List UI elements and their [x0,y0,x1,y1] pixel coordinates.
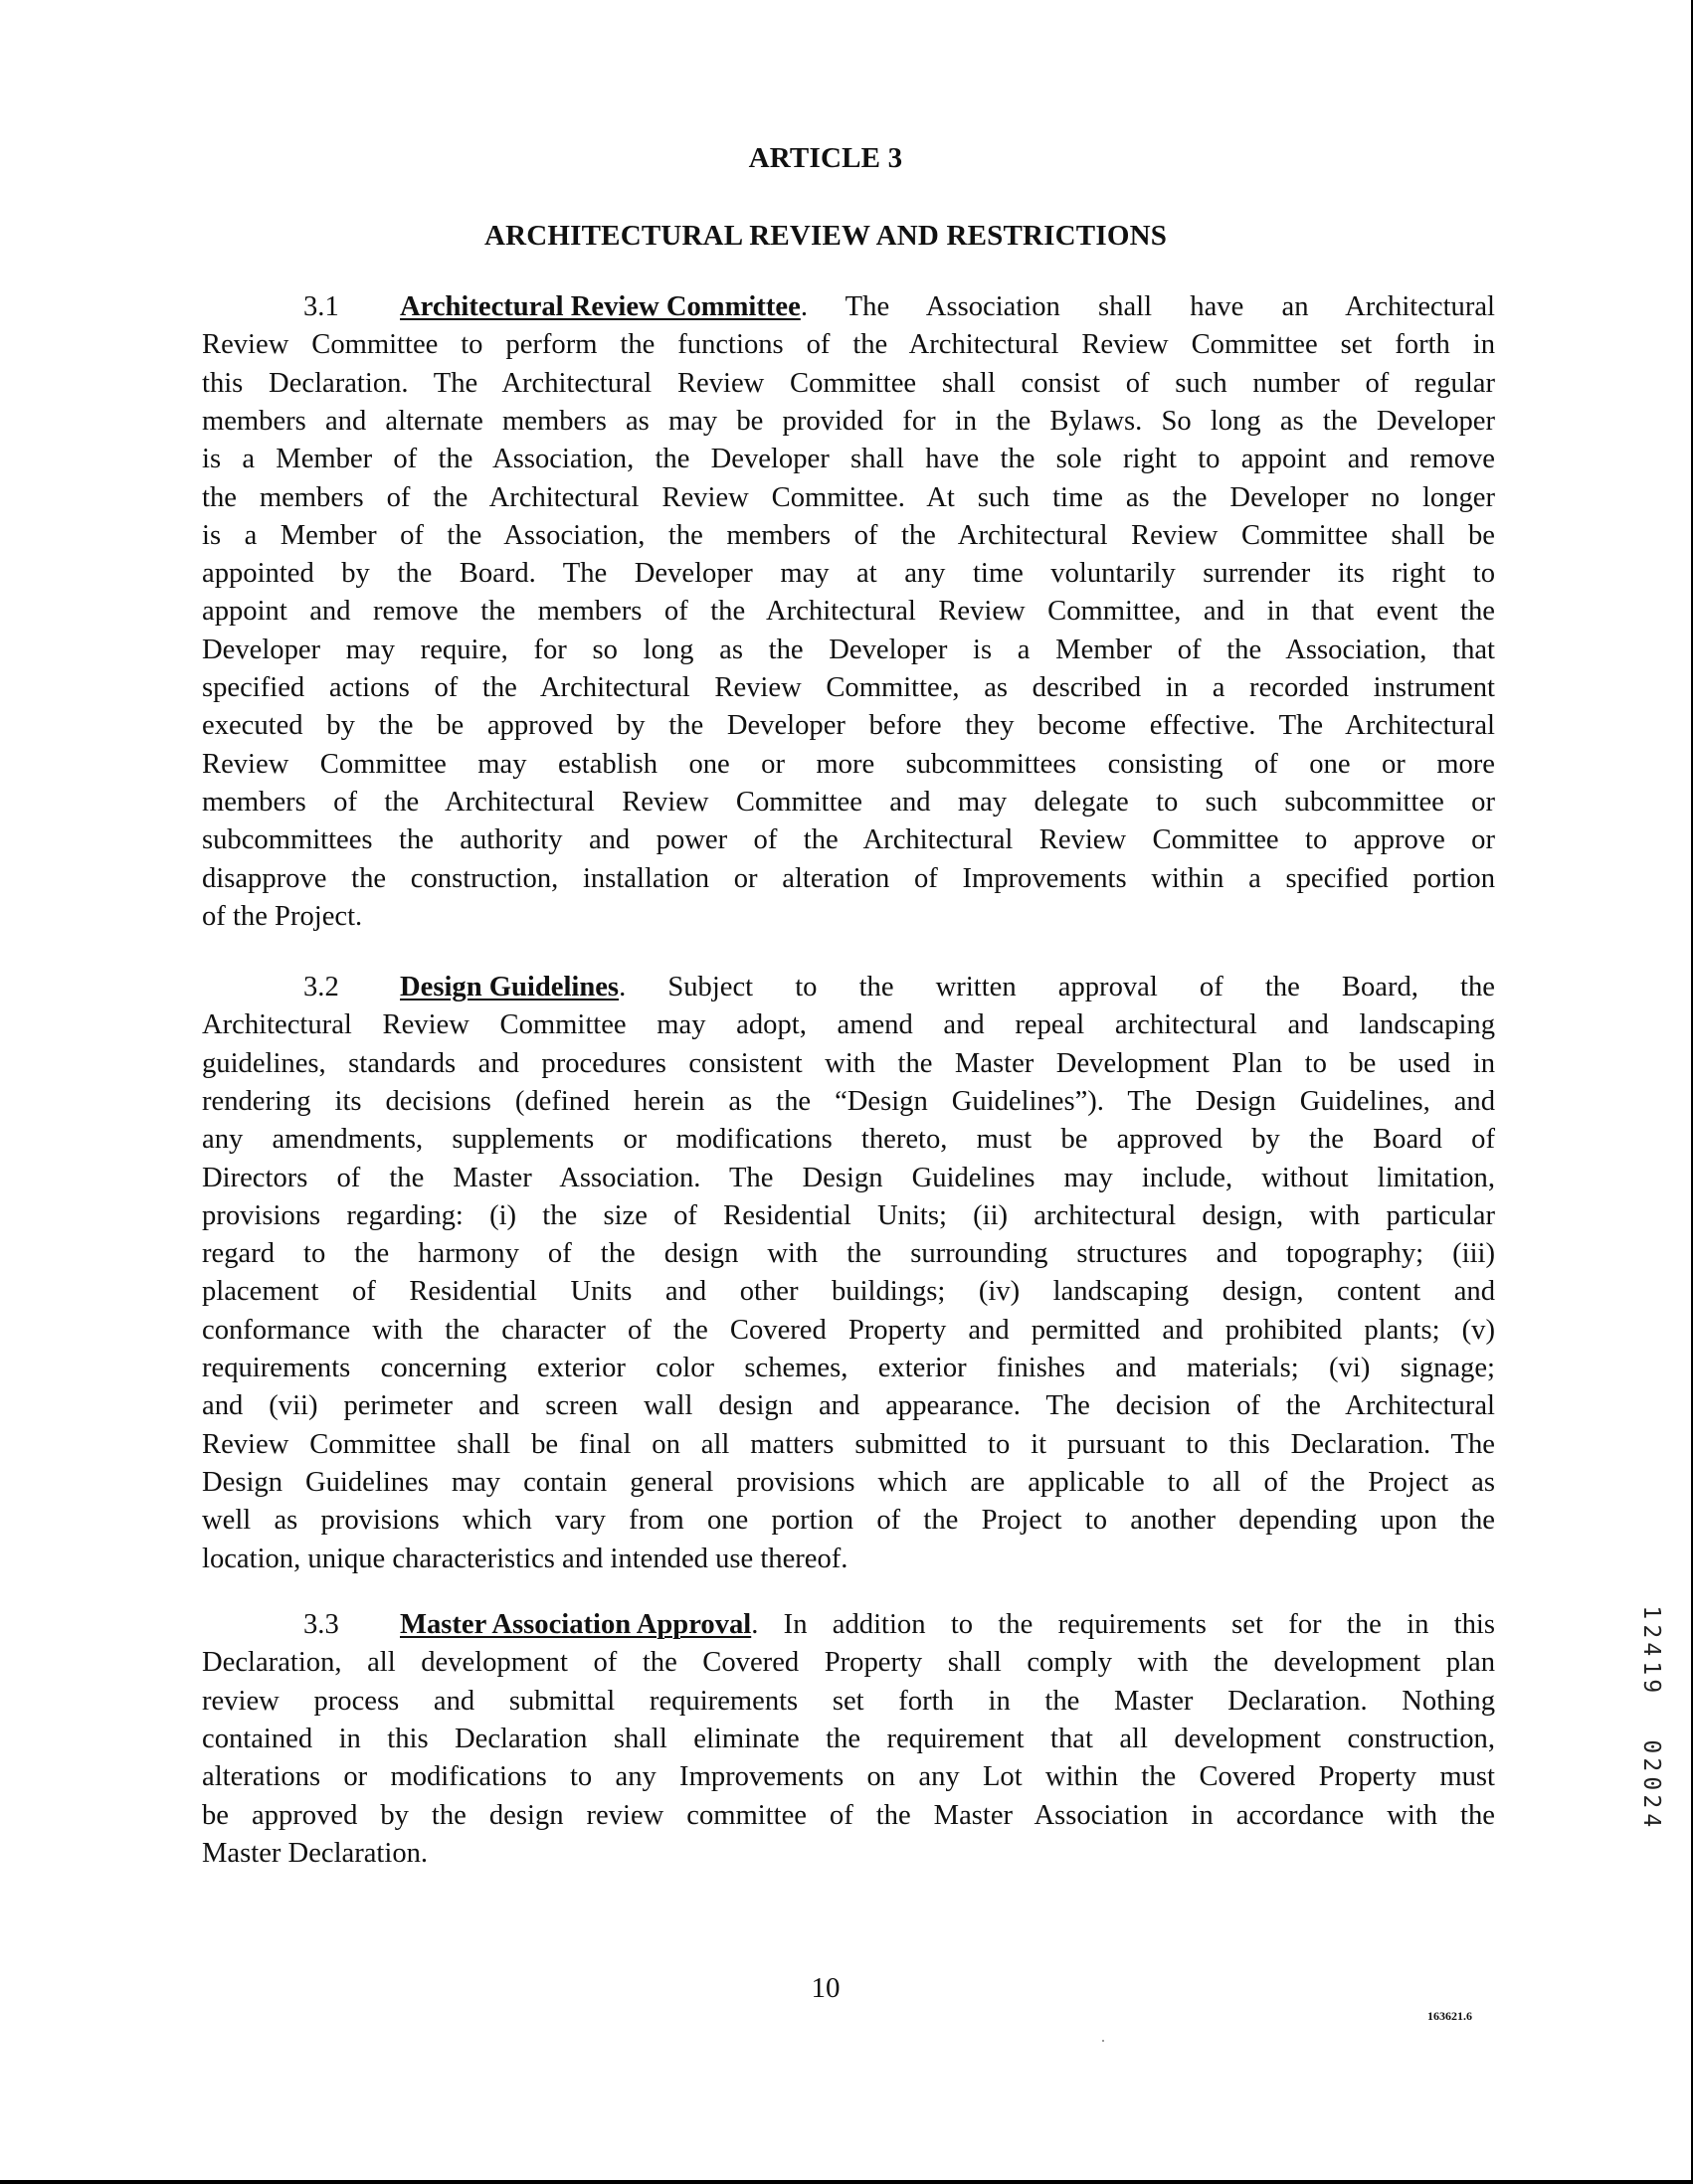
paragraph-line: Declaration, all development of the Covered Property shall comply with the development plan [202,1647,1495,1679]
paragraph-line: provisions regarding: (i) the size of Residential Units; (ii) architectural design, with particular [202,1199,1495,1231]
section-first-line [303,1608,1495,1642]
paragraph-line: members of the Architectural Review Committee and may delegate to such subcommittee or [202,786,1495,818]
paragraph-line: Master Declaration. [202,1837,429,1869]
stamp-digit: 1 [1638,1605,1665,1620]
section-first-line-text: . In addition to the requirements set for the in this [751,1609,1495,1640]
paragraph-line: placement of Residential Units and other buildings; (iv) landscaping design, content and [202,1276,1495,1308]
paragraph-line: Review Committee may establish one or more subcommittees consisting of one or more [202,748,1495,780]
stamp-digit: 4 [1638,1812,1665,1827]
article-title: ARCHITECTURAL REVIEW AND RESTRICTIONS [483,220,1168,252]
paragraph-line: rendering its decisions (defined herein as the “Design Guidelines”). The Design Guidelines, and [202,1085,1495,1117]
stamp-digit: 1 [1638,1660,1665,1675]
paragraph-line: Design Guidelines may contain general provisions which are applicable to all of the Project as [202,1466,1495,1498]
paragraph-line: regard to the harmony of the design with the surrounding structures and topography; (iii) [202,1238,1495,1270]
section-first-line [303,971,1495,1004]
paragraph-line: this Declaration. The Architectural Review Committee shall consist of such number of regular [202,367,1495,399]
section-number: 3.3 [303,1609,339,1640]
document-id: 163621.6 [1427,2009,1472,2023]
section-first-line [303,290,1495,324]
article-number: ARTICLE 3 [748,142,903,174]
stamp-digit: 9 [1638,1679,1665,1694]
paragraph-line: alterations or modifications to any Improvements on any Lot within the Covered Property must [202,1761,1495,1793]
paragraph-line: Directors of the Master Association. The Design Guidelines may include, without limitation, [202,1162,1495,1193]
stamp-digit: 4 [1638,1642,1665,1657]
paragraph-line: Architectural Review Committee may adopt, amend and repeal architectural and landscaping [202,1009,1495,1041]
paragraph-line: be approved by the design review committee of the Master Association in accordance with the [202,1799,1495,1831]
page-number: 10 [811,1972,841,2004]
paragraph-line: location, unique characteristics and intended use thereof. [202,1543,848,1574]
paragraph-line: members and alternate members as may be provided for in the Bylaws. So long as the Developer [202,405,1495,437]
stamp-digit: 2 [1638,1794,1665,1809]
paragraph-line: contained in this Declaration shall eliminate the requirement that all development construction, [202,1723,1495,1754]
paragraph-line: guidelines, standards and procedures consistent with the Master Development Plan to be used in [202,1047,1495,1079]
paragraph-line: Developer may require, for so long as the Developer is a Member of the Association, that [202,634,1495,665]
paragraph-line: requirements concerning exterior color schemes, exterior finishes and materials; (vi) signage; [202,1353,1495,1383]
paragraph-line: is a Member of the Association, the Developer shall have the sole right to appoint and remove [202,444,1495,475]
paragraph-line: appoint and remove the members of the Architectural Review Committee, and in that event the [202,596,1495,628]
paragraph-line: well as provisions which vary from one portion of the Project to another depending upon the [202,1505,1495,1537]
paragraph-line: subcommittees the authority and power of the Architectural Review Committee to approve or [202,824,1495,856]
paragraph-line: is a Member of the Association, the members of the Architectural Review Committee shall be [202,519,1495,551]
section-number: 3.2 [303,972,339,1002]
paragraph-line: any amendments, supplements or modifications thereto, must be approved by the Board of [202,1124,1495,1156]
stamp-digit: 0 [1638,1775,1665,1790]
paragraph-line: conformance with the character of the Covered Property and permitted and prohibited plants; (v) [202,1314,1495,1346]
paragraph-line: Review Committee to perform the functions of the Architectural Review Committee set forth in [202,329,1495,361]
section-first-line-text: . The Association shall have an Architectural [800,291,1495,322]
margin-recording-stamp [1636,1603,1666,1829]
section-heading: Architectural Review Committee [400,291,801,322]
section-heading: Design Guidelines [400,972,620,1002]
stamp-digit: 2 [1638,1757,1665,1772]
section-number: 3.1 [303,291,339,322]
paragraph-line: of the Project. [202,900,363,932]
scan-speck [1102,2040,1104,2042]
section-heading: Master Association Approval [400,1609,752,1640]
paragraph-line: appointed by the Board. The Developer may at any time voluntarily surrender its right to [202,558,1495,590]
paragraph-line: the members of the Architectural Review Committee. At such time as the Developer no longer [202,481,1495,513]
paragraph-line: executed by the be approved by the Developer before they become effective. The Architectural [202,710,1495,742]
section-first-line-text: . Subject to the written approval of the Board, the [619,972,1495,1002]
paragraph-line: review process and submittal requirements set forth in the Master Declaration. Nothing [202,1685,1495,1717]
paragraph-line: disapprove the construction, installation or alteration of Improvements within a specified portion [202,862,1495,894]
paragraph-line: Review Committee shall be final on all matters submitted to it pursuant to this Declaration. The [202,1428,1495,1460]
paragraph-line: and (vii) perimeter and screen wall design and appearance. The decision of the Architectural [202,1390,1495,1422]
stamp-digit: 0 [1638,1738,1665,1753]
stamp-digit: 2 [1638,1623,1665,1638]
paragraph-line: specified actions of the Architectural Review Committee, as described in a recorded instrument [202,672,1495,703]
